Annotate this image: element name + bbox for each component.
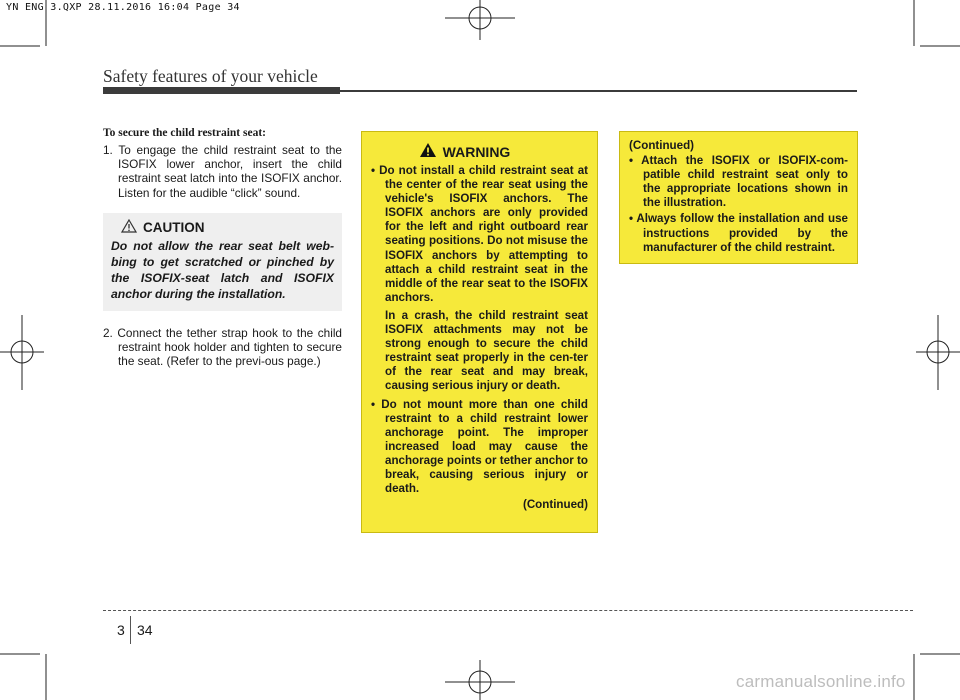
warning-bullet-1: • Do not install a child restraint seat at the center of the rear seat using the vehicle's ISOFIX anchors. The ISOFIX anchors are only provided for the left and right outboard rear seating positions. Do not misuse the ISOFIX anchors by attempting to attach a child restraint seat in the middle of the rear seat to the ISOFIX anchors. [371, 164, 588, 304]
continued-bullet-1: • Attach the ISOFIX or ISOFIX-com-patible child restraint seat only to the appropriate locations shown in the illustration. [629, 154, 848, 210]
section-title: Safety features of your vehicle [103, 66, 318, 86]
caution-heading [121, 219, 334, 236]
continued-bullet-2: • Always follow the installation and use instructions provided by the manufacturer of the child restraint. [629, 212, 848, 254]
step-2: 2. Connect the tether strap hook to the child restraint hook holder and tighten to secure the seat. (Refer to the previ-ous page.) [103, 325, 342, 369]
page-number: 34 [137, 622, 153, 638]
continued-warning-box [619, 131, 858, 264]
warning-title: WARNING [442, 143, 511, 160]
footer-separator [130, 616, 131, 644]
caution-triangle-icon [121, 219, 137, 236]
warning-paragraph: In a crash, the child restraint seat ISOFIX attachments may not be strong enough to secure the child restraint seat properly in the cen-ter of the rear seat and may break, causing serious injury or death. [385, 308, 588, 393]
caution-text: Do not allow the rear seat belt web-bing to get scratched or pinched by the ISOFIX-seat latch and ISOFIX anchor during the installation. [111, 238, 334, 301]
caution-box [103, 213, 342, 311]
continued-heading: (Continued) [629, 139, 695, 152]
print-slug: YN ENG 3.QXP 28.11.2016 16:04 Page 34 [6, 2, 240, 13]
header-bar [103, 87, 340, 94]
left-column [103, 127, 342, 368]
caution-title: CAUTION [143, 219, 205, 235]
watermark: carmanualsonline.info [736, 672, 906, 691]
warning-box [361, 131, 598, 533]
warning-continued: (Continued) [522, 498, 588, 512]
step-1: 1. To engage the child restraint seat to the ISOFIX lower anchor, insert the child restraint seat latch into the ISOFIX anchor. Listen for the audible “click” sound. [103, 143, 342, 200]
header-rule [340, 90, 857, 92]
chapter-number: 3 [117, 622, 125, 638]
warning-heading [371, 142, 588, 161]
footer-rule [103, 610, 913, 611]
subheading: To secure the child restraint seat: [103, 127, 267, 139]
warning-triangle-icon [419, 142, 437, 161]
warning-bullet-2: • Do not mount more than one child restraint to a child restraint lower anchorage point. The improper increased load may cause the anchorage points or tether anchor to break, causing serious injury or death. [371, 397, 588, 496]
